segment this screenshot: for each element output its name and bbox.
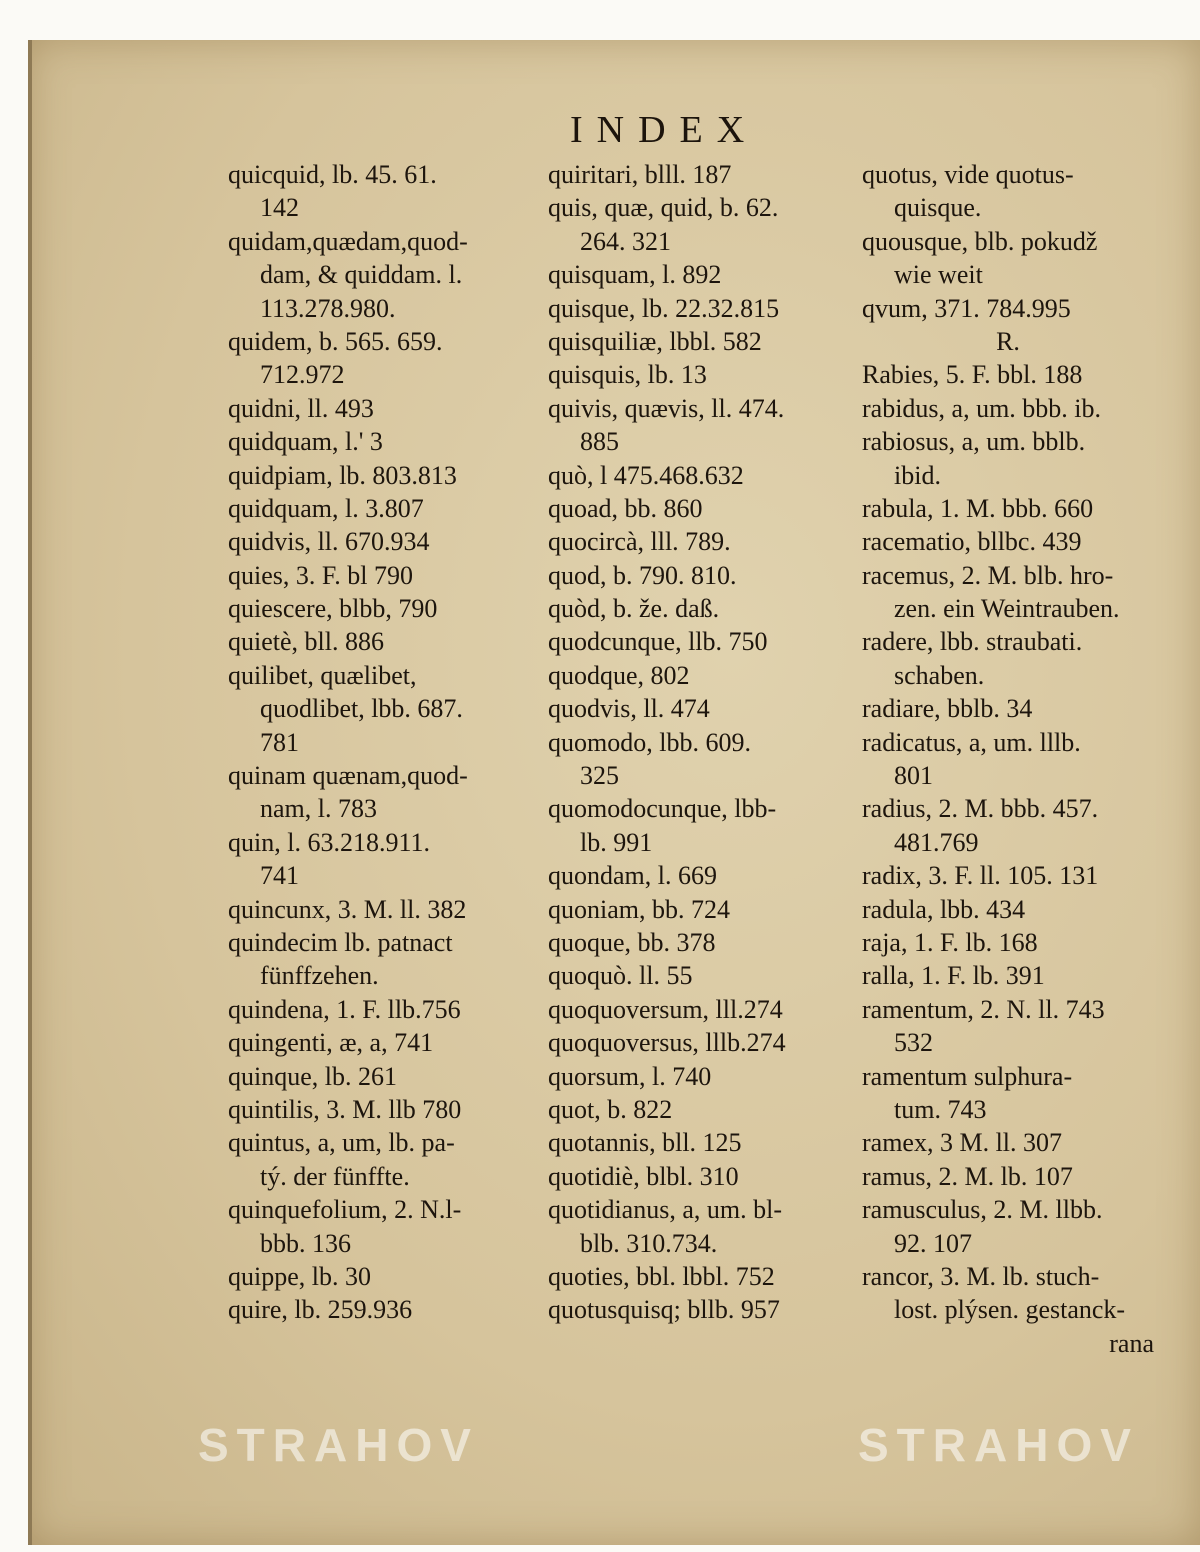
index-entry: quidem, b. 565. 659. <box>228 326 443 356</box>
page-header: INDEX <box>570 109 759 151</box>
index-entry: 885 <box>580 427 619 457</box>
index-entry: quiritari, blll. 187 <box>548 160 732 189</box>
index-entry: radula, lbb. 434 <box>862 894 1026 924</box>
index-entry: quinque, lb. 261 <box>228 1061 397 1091</box>
index-entry: 481.769 <box>894 827 979 857</box>
index-entry: quidni, ll. 493 <box>228 393 374 423</box>
index-entry: quisquiliæ, lbbl. 582 <box>548 326 762 356</box>
index-column-1 <box>228 158 518 1327</box>
index-entry: rancor, 3. M. lb. stuch- <box>862 1261 1100 1291</box>
index-entry: quisquis, lb. 13 <box>548 360 707 390</box>
index-entry: quisquam, l. 892 <box>548 260 722 290</box>
index-entry: radiare, bblb. 34 <box>862 694 1033 724</box>
index-entry: quingenti, æ, a, 741 <box>228 1028 434 1058</box>
index-entry: quotus, vide quotus- <box>862 160 1074 189</box>
index-entry: 712.972 <box>260 360 345 390</box>
index-entry: quomodocunque, lbb- <box>548 794 777 824</box>
index-entry: quin, l. 63.218.911. <box>228 827 430 857</box>
index-entry: qvum, 371. 784.995 <box>862 293 1071 323</box>
watermark-right: STRAHOV <box>858 1419 1139 1471</box>
index-entry: quorsum, l. 740 <box>548 1061 712 1091</box>
index-entry: quidpiam, lb. 803.813 <box>228 460 457 490</box>
index-entry: schaben. <box>894 660 985 690</box>
index-entry: dam, & quiddam. l. <box>260 260 463 290</box>
index-entry: 781 <box>260 727 299 757</box>
index-entry: racemus, 2. M. blb. hro- <box>862 560 1114 590</box>
index-entry: ibid. <box>894 460 941 490</box>
index-entry: quodcunque, llb. 750 <box>548 627 768 657</box>
index-entry: quocircà, lll. 789. <box>548 527 731 557</box>
index-entry: quis, quæ, quid, b. 62. <box>548 193 779 223</box>
index-entry: quippe, lb. 30 <box>228 1261 371 1291</box>
index-entry: rabula, 1. M. bbb. 660 <box>862 493 1094 523</box>
index-entry: lost. plýsen. gestanck- <box>894 1295 1126 1325</box>
index-entry: quindecim lb. patnact <box>228 927 453 957</box>
index-entry: quicquid, lb. 45. 61. <box>228 160 437 189</box>
index-entry: quodvis, ll. 474 <box>548 694 710 724</box>
index-entry: ramentum, 2. N. ll. 743 <box>862 994 1105 1024</box>
index-entry: quiescere, blbb, 790 <box>228 594 438 624</box>
index-entry: 113.278.980. <box>260 293 396 323</box>
index-entry: raja, 1. F. lb. 168 <box>862 927 1038 957</box>
index-entry: 532 <box>894 1028 933 1058</box>
index-entry: radix, 3. F. ll. 105. 131 <box>862 861 1099 891</box>
index-entry: quousque, blb. pokudž <box>862 226 1098 256</box>
index-entry: blb. 310.734. <box>580 1228 718 1258</box>
index-entry: quoties, bbl. lbbl. 752 <box>548 1261 775 1291</box>
index-entry: quintilis, 3. M. llb 780 <box>228 1094 462 1124</box>
index-entry: quidvis, ll. 670.934 <box>228 527 430 557</box>
index-entry: quomodo, lbb. 609. <box>548 727 751 757</box>
index-entry: lb. 991 <box>580 827 653 857</box>
index-entry: rana <box>1109 1328 1154 1358</box>
index-entry: quoque, bb. 378 <box>548 927 716 957</box>
index-entry: zen. ein Weintrauben. <box>894 594 1120 624</box>
index-entry: quisque. <box>894 193 982 223</box>
index-entry: quoquoversus, lllb.274 <box>548 1028 786 1058</box>
index-entry: quidquam, l.' 3 <box>228 427 383 457</box>
index-entry: racematio, bllbc. 439 <box>862 527 1082 557</box>
index-entry: quòd, b. že. daß. <box>548 594 720 624</box>
index-entry: radere, lbb. straubati. <box>862 627 1083 657</box>
index-entry: tum. 743 <box>894 1094 987 1124</box>
index-entry: quire, lb. 259.936 <box>228 1295 413 1325</box>
index-entry: quincunx, 3. M. ll. 382 <box>228 894 467 924</box>
index-entry: fünffzehen. <box>260 961 379 991</box>
index-entry: quoquoversum, lll.274 <box>548 994 783 1024</box>
index-entry: 142 <box>260 193 299 223</box>
index-entry: quondam, l. 669 <box>548 861 717 891</box>
watermark-left: STRAHOV <box>198 1419 479 1471</box>
index-entry: quisque, lb. 22.32.815 <box>548 293 780 323</box>
index-entry: tý. der fünffte. <box>260 1161 410 1191</box>
index-entry: quilibet, quælibet, <box>228 660 417 690</box>
index-entry: quotidiè, blbl. 310 <box>548 1161 739 1191</box>
index-column-3 <box>862 158 1154 1360</box>
index-entry: quotidianus, a, um. bl- <box>548 1195 782 1225</box>
index-entry: ramentum sulphura- <box>862 1061 1073 1091</box>
index-entry: quoad, bb. 860 <box>548 493 703 523</box>
index-entry: ramusculus, 2. M. llbb. <box>862 1195 1103 1225</box>
index-entry: quietè, bll. 886 <box>228 627 384 657</box>
index-entry: ralla, 1. F. lb. 391 <box>862 961 1045 991</box>
index-entry: wie weit <box>894 260 983 290</box>
index-entry: radius, 2. M. bbb. 457. <box>862 794 1099 824</box>
index-entry: quodlibet, lbb. 687. <box>260 694 463 724</box>
index-entry: 801 <box>894 761 933 791</box>
index-entry: ramus, 2. M. lb. 107 <box>862 1161 1073 1191</box>
index-entry: quot, b. 822 <box>548 1094 673 1124</box>
index-entry: quidquam, l. 3.807 <box>228 493 424 523</box>
index-entry: Rabies, 5. F. bbl. 188 <box>862 360 1083 390</box>
index-entry: 92. 107 <box>894 1228 972 1258</box>
index-entry: quodque, 802 <box>548 660 690 690</box>
index-entry: nam, l. 783 <box>260 794 377 824</box>
index-entry: quoniam, bb. 724 <box>548 894 730 924</box>
index-entry: 264. 321 <box>580 226 671 256</box>
index-entry: rabiosus, a, um. bblb. <box>862 427 1086 457</box>
index-entry: R. <box>996 326 1020 356</box>
page-edge <box>28 40 32 1545</box>
index-entry: quindena, 1. F. llb.756 <box>228 994 461 1024</box>
index-entry: quinam quænam,quod- <box>228 761 468 791</box>
index-entry: quò, l 475.468.632 <box>548 460 744 490</box>
index-entry: quivis, quævis, ll. 474. <box>548 393 785 423</box>
index-entry: quotusquisq; bllb. 957 <box>548 1295 780 1325</box>
index-entry: quies, 3. F. bl 790 <box>228 560 413 590</box>
index-entry: quinquefolium, 2. N.l- <box>228 1195 462 1225</box>
index-entry: quotannis, bll. 125 <box>548 1128 742 1158</box>
index-entry: quoquò. ll. 55 <box>548 961 693 991</box>
index-entry: quod, b. 790. 810. <box>548 560 737 590</box>
index-entry: 325 <box>580 761 619 791</box>
index-entry: ramex, 3 M. ll. 307 <box>862 1128 1063 1158</box>
index-entry: bbb. 136 <box>260 1228 351 1258</box>
index-entry: radicatus, a, um. lllb. <box>862 727 1081 757</box>
index-column-2 <box>548 158 838 1327</box>
index-entry: quidam,quædam,quod- <box>228 226 468 256</box>
index-entry: 741 <box>260 861 299 891</box>
index-entry: quintus, a, um, lb. pa- <box>228 1128 455 1158</box>
index-entry: rabidus, a, um. bbb. ib. <box>862 393 1102 423</box>
